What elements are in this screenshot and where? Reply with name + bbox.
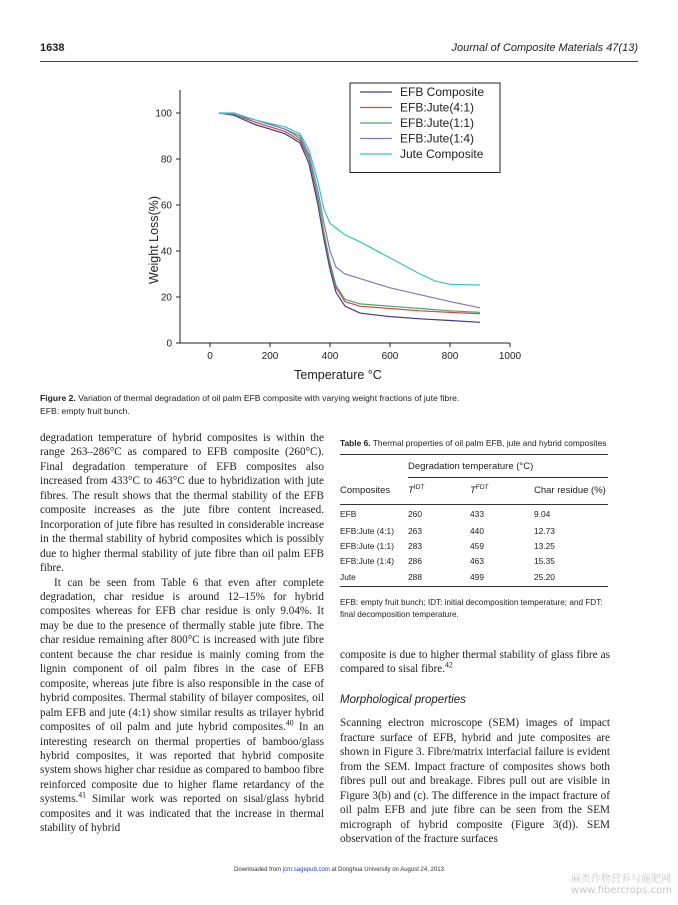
- section-heading: Morphological properties: [340, 693, 466, 706]
- x-tick-label: 0: [207, 351, 213, 362]
- legend-label: EFB:Jute(4:1): [400, 100, 475, 115]
- row-char: 9.04: [534, 509, 551, 519]
- legend-label: EFB:Jute(1:4): [400, 131, 475, 146]
- table-row: [340, 524, 608, 539]
- table-header-tfdt: [470, 478, 534, 505]
- left-para-2-text: It can be seen from Table 6 that even after complete degradation, char residue is around 12–15% for hybrid composites whereas for EFB char residue is only 9.04%. It may be due to the presence of thermally stable jute fibre. The char residue remaining after 800°C is increased with jute fibre content because the char residue is mainly coming from the lignin component of oil palm fibres in the case of EFB composite, whereas jute fibre is also responsible in the case of hybrid composites. Thermal stability of bilayer composites, oil palm EFB and jute (4:1) show similar results as trilayer hybrid composites of oil palm and jute hybrid composites.: [40, 576, 324, 734]
- row-fdt: 463: [470, 556, 484, 566]
- row-name: EFB:Jute (1:1): [340, 541, 394, 551]
- citation-40: 40: [285, 718, 294, 728]
- download-suffix: at Donghua University on August 24, 2013: [329, 867, 444, 873]
- table-6: [340, 437, 610, 621]
- watermark-line-2: www.fibercrops.com: [570, 885, 672, 896]
- right-column: [340, 648, 610, 846]
- table-row: [340, 539, 608, 554]
- x-tick-label: 1000: [498, 351, 522, 362]
- figure-caption-label: Figure 2.: [40, 393, 76, 403]
- left-para-2: [40, 576, 324, 836]
- row-idt: 260: [408, 509, 422, 519]
- x-tick-label: 800: [441, 351, 459, 362]
- row-char: 12.73: [534, 526, 555, 536]
- table-row: [340, 569, 608, 587]
- figure-caption-text: Variation of thermal degradation of oil palm EFB composite with varying weight fractions of jute fibre.: [78, 393, 460, 403]
- journal-link[interactable]: jcm.sagepub.com: [282, 867, 330, 873]
- right-para-2: Scanning electron microscope (SEM) images of impact fracture surface of EFB, hybrid and jute composites are shown in Figure 3. Fibre/matrix interfacial failure is evident from the SEM. Impact fracture of composites shows both fibres pull out and breakage. Fibres pull out are visible in Figure 3(b) and (c). The difference in the impact fracture of oil palm EFB and jute fibre can be seen from the SEM micrograph of hybrid composite (Figure 3(d)). SEM observation of the fracture surfaces: [340, 717, 610, 845]
- table-header-char: Char residue (%): [534, 485, 606, 497]
- row-fdt: 440: [470, 526, 484, 536]
- watermark: [571, 874, 672, 896]
- x-tick-label: 200: [261, 351, 279, 362]
- y-tick-label: 80: [160, 154, 172, 166]
- row-fdt: 459: [470, 541, 484, 551]
- row-fdt: 499: [470, 572, 484, 582]
- header-rule: [40, 61, 638, 62]
- running-head: [40, 42, 638, 58]
- x-tick-label: 400: [321, 351, 339, 362]
- row-idt: 288: [408, 572, 422, 582]
- x-tick-label: 600: [381, 351, 399, 362]
- table-header-composites: Composites: [340, 485, 391, 496]
- table-row: [340, 554, 608, 569]
- table-group-header: Degradation temperature (°C): [408, 455, 608, 478]
- download-note: [0, 867, 678, 873]
- table-header-tidt: [408, 478, 470, 505]
- citation-42: 42: [445, 660, 453, 670]
- thermal-properties-table: [340, 454, 608, 587]
- left-column: [40, 431, 324, 836]
- table-header-tidt-base: T: [408, 485, 414, 497]
- right-para-1: [340, 648, 610, 677]
- right-para-1-text: composite is due to higher thermal stability of glass fibre as compared to sisal fibre.: [340, 649, 610, 676]
- row-char: 15.35: [534, 556, 555, 566]
- y-tick-label: 100: [155, 108, 172, 120]
- watermark-line-1: 麻类作物营养与施肥网: [570, 874, 671, 885]
- row-idt: 283: [408, 541, 422, 551]
- legend-label: EFB Composite: [400, 85, 485, 99]
- y-tick-label: 40: [160, 246, 172, 258]
- row-fdt: 433: [470, 509, 484, 519]
- row-char: 25.20: [534, 572, 555, 582]
- figure-caption: [40, 392, 640, 418]
- x-axis-label: Temperature °C: [294, 368, 382, 382]
- row-idt: 286: [408, 556, 422, 566]
- y-tick-label: 60: [160, 200, 172, 212]
- table-row: [340, 504, 608, 524]
- download-prefix: Downloaded from: [234, 867, 283, 873]
- row-name: EFB:Jute (4:1): [340, 526, 394, 536]
- legend-label: EFB:Jute(1:1): [400, 116, 475, 130]
- citation-41: 41: [78, 790, 87, 800]
- row-name: Jute: [340, 572, 356, 582]
- table-header-tfdt-base: T: [470, 485, 476, 497]
- table-caption-label: Table 6.: [340, 438, 371, 448]
- y-tick-label: 0: [166, 338, 172, 350]
- y-tick-label: 20: [160, 292, 172, 304]
- row-char: 13.25: [534, 541, 555, 551]
- row-name: EFB: [340, 509, 357, 519]
- legend-label: Jute Composite: [400, 147, 484, 161]
- row-name: EFB:Jute (1:4): [340, 556, 394, 566]
- thermal-degradation-chart: [140, 75, 540, 390]
- chart-legend: [350, 83, 500, 173]
- table-caption-text: Thermal properties of oil palm EFB, jute and hybrid composites: [372, 438, 607, 448]
- table-caption: [340, 437, 610, 449]
- journal-name: Journal of Composite Materials 47(13): [451, 42, 638, 54]
- table-footnote: EFB: empty fruit bunch; IDT: initial decomposition temperature; and FDT: final decomposition temperature.: [340, 597, 603, 619]
- left-para-2-end: Similar work was reported on sisal/glass hybrid composites and it was indicated that the increase in thermal stability of hybrid: [40, 793, 324, 835]
- y-axis-label: Weight Loss(%): [147, 196, 161, 284]
- table-header-tidt-sup: IDT: [413, 484, 425, 492]
- table-header-tfdt-sup: FDT: [475, 484, 489, 492]
- left-para-1: degradation temperature of hybrid composites is within the range 263–286°C as compared to EFB composite (260°C). Final degradation temperature of EFB composites also increased from 433°C to 463°C due to hybridization with jute fibres. The result shows that the thermal stability of the EFB composite increases as the jute fibre content increased. Incorporation of jute fibre has resulted in considerable increase in the thermal stability of hybrid composites which is possibly due to higher thermal stability of jute fibre than oil palm EFB fibre.: [40, 432, 324, 575]
- figure-caption-note: EFB: empty fruit bunch.: [40, 406, 130, 416]
- page-number: 1638: [40, 42, 65, 54]
- row-idt: 263: [408, 526, 422, 536]
- left-para-2-cont: In an interesting research on thermal properties of bamboo/glass hybrid composites, it was reported that hybrid composite system shows higher char residue as compared to bamboo fibre reinforced composite due to higher flame retardancy of the systems.: [40, 721, 324, 806]
